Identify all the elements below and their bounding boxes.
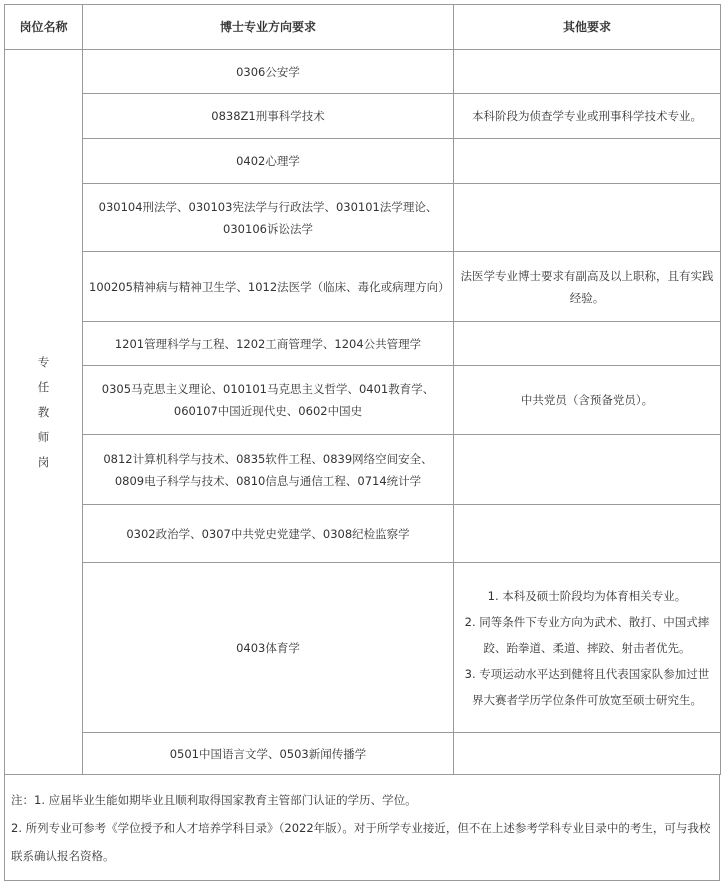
table-row xyxy=(5,322,721,366)
other-cell xyxy=(454,435,721,505)
major-cell: 0306公安学 xyxy=(83,50,454,94)
table-row xyxy=(5,435,721,505)
other-cell xyxy=(454,50,721,94)
other-cell xyxy=(454,505,721,563)
other-cell: 本科阶段为侦查学专业或刑事科学技术专业。 xyxy=(454,94,721,139)
requirements-table xyxy=(4,4,721,775)
major-cell: 0812计算机科学与技术、0835软件工程、0839网络空间安全、0809电子科学与技术、0810信息与通信工程、0714统计学 xyxy=(83,435,454,505)
major-cell: 0305马克思主义理论、010101马克思主义哲学、0401教育学、060107中国近现代史、0602中国史 xyxy=(83,366,454,435)
position-char: 岗 xyxy=(37,454,50,469)
note-line: 2. 所列专业可参考《学位授予和人才培养学科目录》（2022年版）。对于所学专业接近，但不在上述参考学科专业目录中的考生，可与我校联系确认报名资格。 xyxy=(11,821,711,863)
table-row xyxy=(5,184,721,252)
table-header-row xyxy=(5,5,721,50)
major-cell: 1201管理科学与工程、1202工商管理学、1204公共管理学 xyxy=(83,322,454,366)
other-cell xyxy=(454,184,721,252)
other-cell: 法医学专业博士要求有副高及以上职称，且有实践经验。 xyxy=(454,252,721,322)
table-row xyxy=(5,252,721,322)
header-major: 博士专业方向要求 xyxy=(83,5,454,50)
table-row xyxy=(5,733,721,775)
other-line: 1. 本科及硕士阶段均为体育相关专业。 xyxy=(487,588,687,603)
table-row xyxy=(5,563,721,733)
header-position: 岗位名称 xyxy=(5,5,83,50)
other-cell xyxy=(454,139,721,184)
table-row xyxy=(5,139,721,184)
major-cell: 030104刑法学、030103宪法学与行政法学、030101法学理论、030106诉讼法学 xyxy=(83,184,454,252)
position-char: 任 xyxy=(37,379,50,394)
notes-section xyxy=(4,774,720,881)
position-char: 专 xyxy=(37,354,50,369)
major-cell: 0501中国语言文学、0503新闻传播学 xyxy=(83,733,454,775)
table-row xyxy=(5,505,721,563)
table-row xyxy=(5,50,721,94)
requirements-table-wrapper xyxy=(4,4,720,775)
other-cell xyxy=(454,733,721,775)
major-cell: 0403体育学 xyxy=(83,563,454,733)
note-line: 注：1. 应届毕业生能如期毕业且顺利取得国家教育主管部门认证的学历、学位。 xyxy=(11,793,417,807)
other-cell xyxy=(454,322,721,366)
major-cell: 0838Z1刑事科学技术 xyxy=(83,94,454,139)
other-cell: 中共党员（含预备党员）。 xyxy=(454,366,721,435)
position-char: 师 xyxy=(37,429,50,444)
other-line: 2. 同等条件下专业方向为武术、散打、中国式摔跤、跆拳道、柔道、摔跤、射击者优先。 xyxy=(464,614,710,655)
major-cell: 0402心理学 xyxy=(83,139,454,184)
major-cell: 100205精神病与精神卫生学、1012法医学（临床、毒化或病理方向） xyxy=(83,252,454,322)
table-row xyxy=(5,94,721,139)
other-cell-multiline xyxy=(454,563,721,733)
table-row xyxy=(5,366,721,435)
header-other: 其他要求 xyxy=(454,5,721,50)
major-cell: 0302政治学、0307中共党史党建学、0308纪检监察学 xyxy=(83,505,454,563)
other-line: 3. 专项运动水平达到健将且代表国家队参加过世界大赛者学历学位条件可放宽至硕士研究生。 xyxy=(464,666,710,707)
position-char: 教 xyxy=(37,404,50,419)
position-cell xyxy=(5,50,83,775)
